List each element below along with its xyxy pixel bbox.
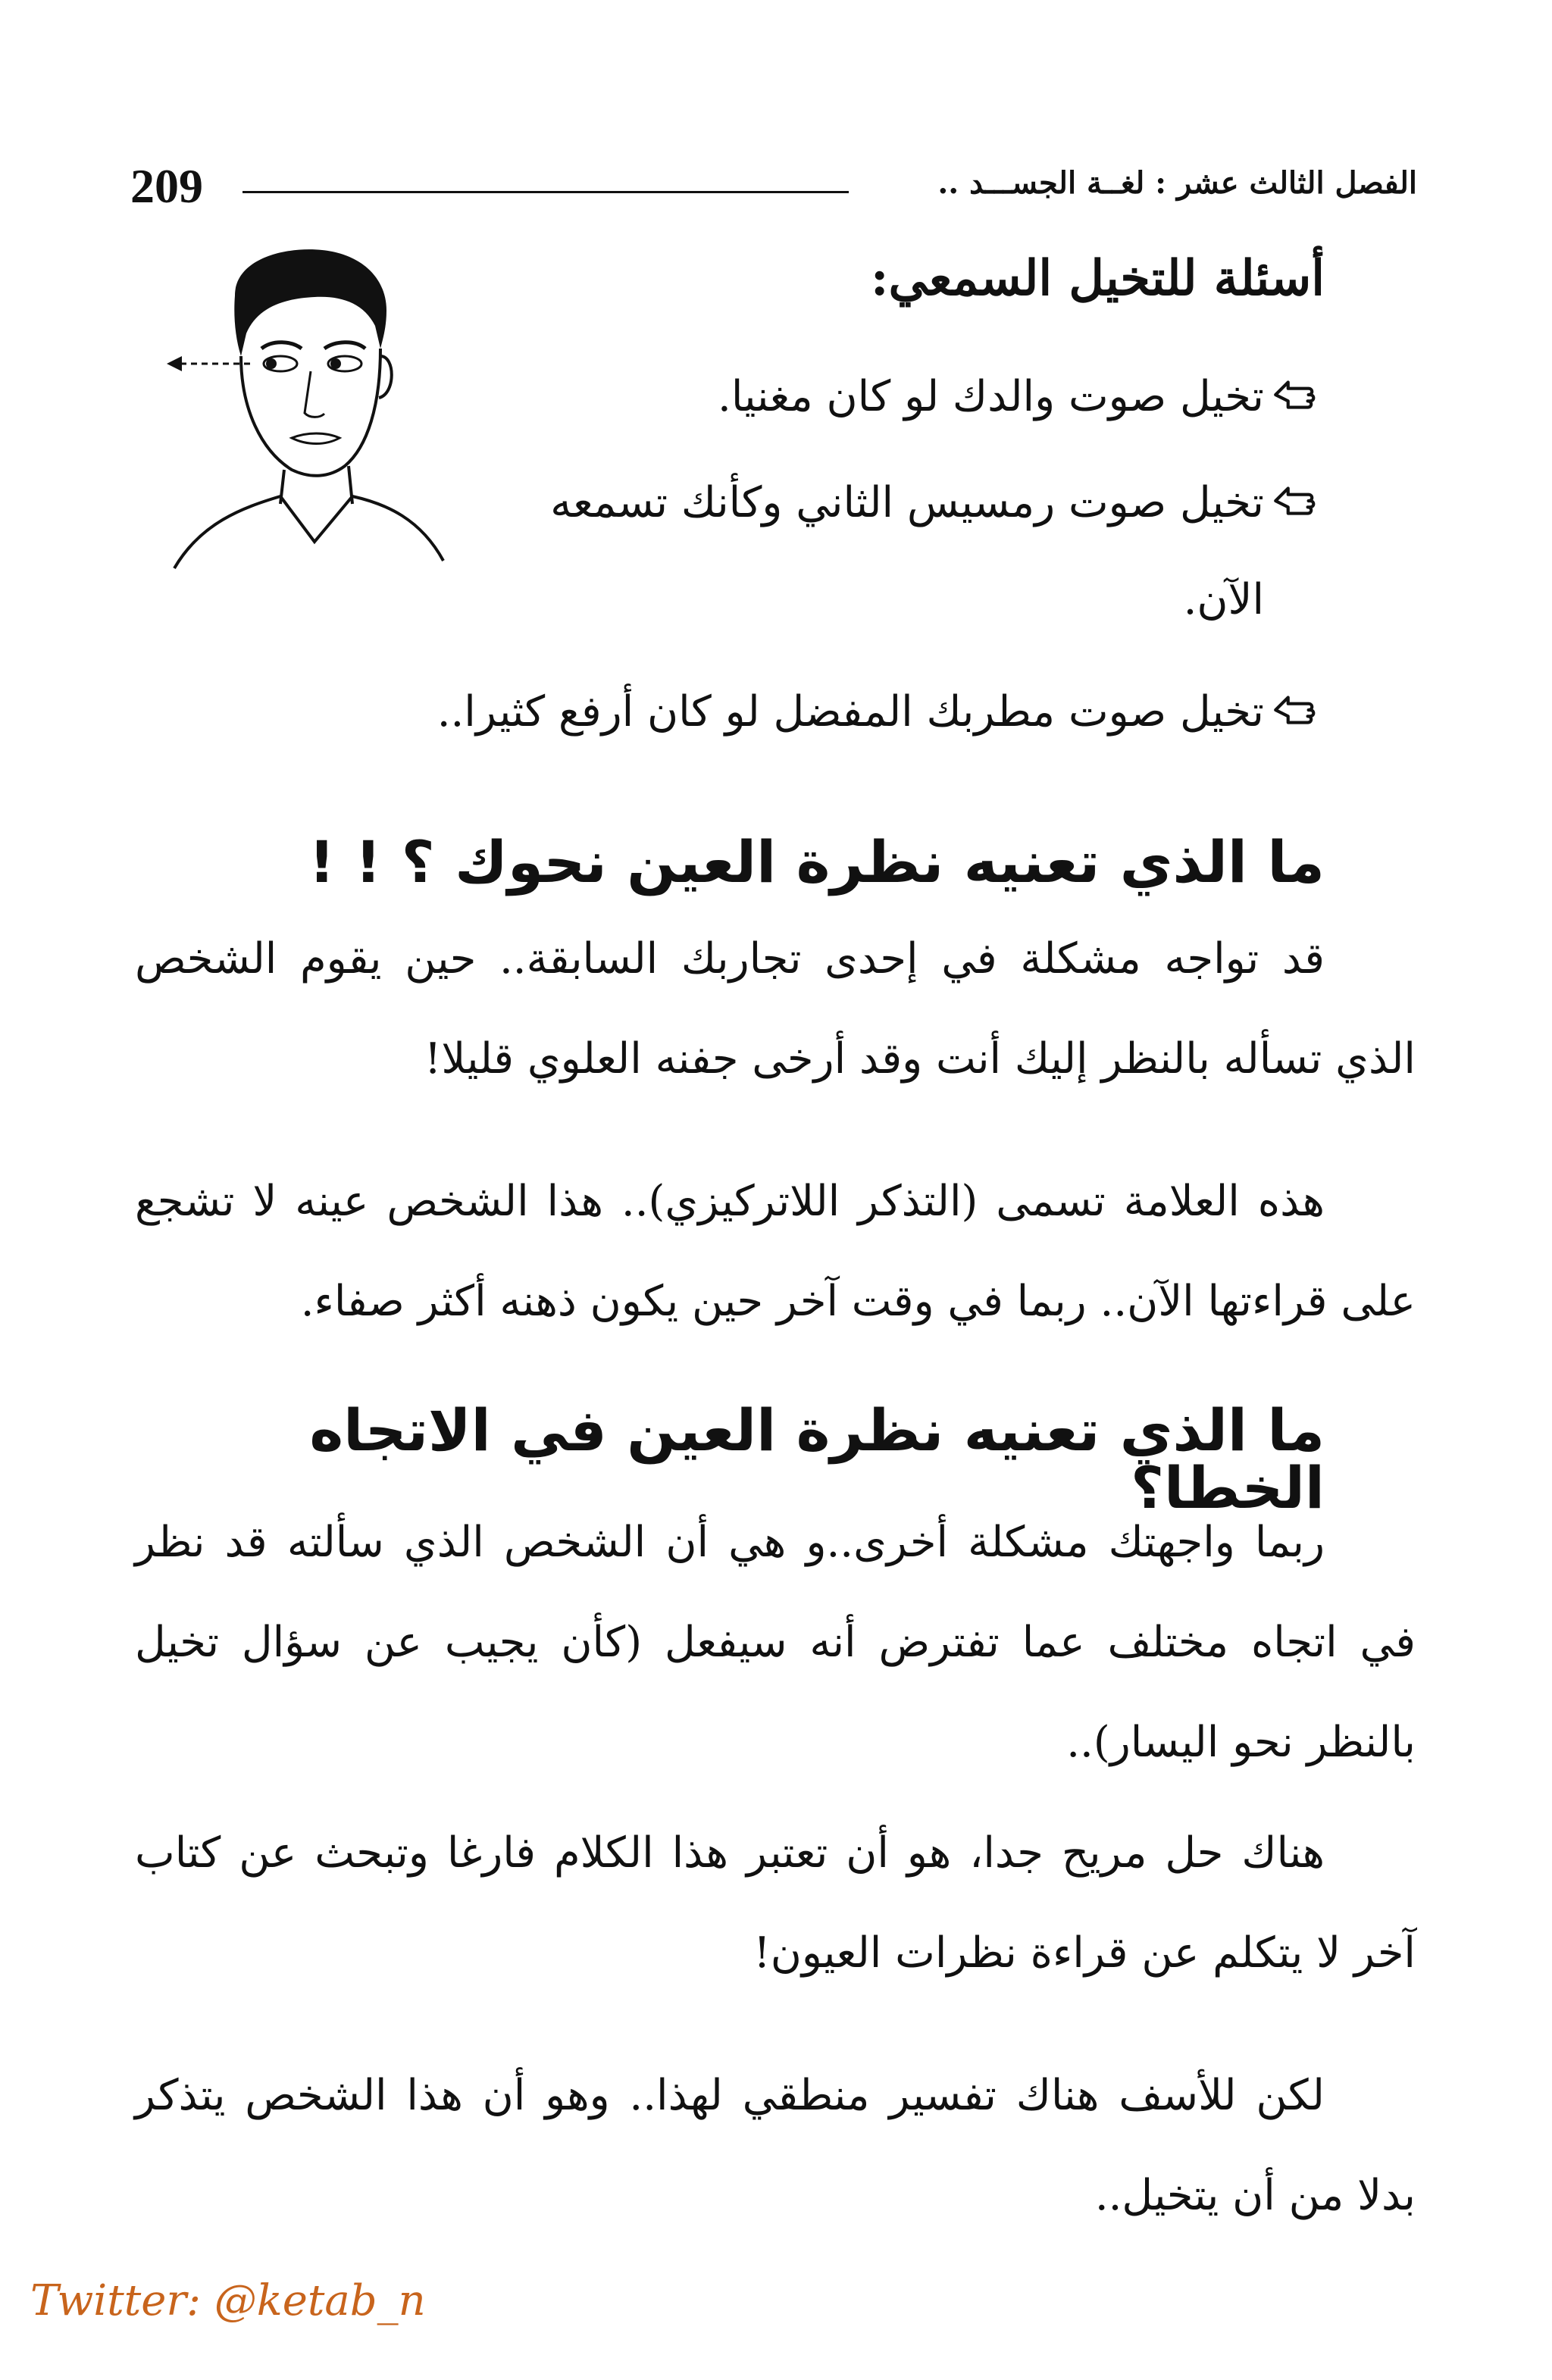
header-rule [242, 191, 849, 193]
list-item-text: تخيل صوت مطربك المفضل لو كان أرفع كثيرا.. [436, 687, 1264, 737]
hand-pointer-icon [1264, 664, 1325, 733]
running-title: الفصل الثالث عشر : لغــة الجســـد .. [937, 165, 1417, 201]
section-heading-wrong-direction: ما الذي تعنيه نظرة العين في الاتجاه الخطا؟ [309, 1396, 1325, 1522]
watermark-twitter-handle: Twitter: @ketab_n [30, 2276, 426, 2325]
paragraph: هذه العلامة تسمى (التذكر اللاتركيزي).. هذا الشخص عينه لا تشجع على قراءتها الآن.. ربما في وقت آخر حين يكون ذهنه أكثر صفاء. [135, 1177, 1416, 1326]
section-heading-gaze-toward-you: ما الذي تعنيه نظرة العين نحوك ؟ ! ! [308, 828, 1325, 896]
list-item [355, 455, 1325, 649]
paragraph: ربما واجهتك مشكلة أخرى..و هي أن الشخص الذي سألته قد نظر في اتجاه مختلف عما تفترض أنه سيفعل (كأن يجيب عن سؤال تخيل بالنظر نحو اليسار).. [135, 1518, 1416, 1767]
paragraph: هناك حل مريح جدا، هو أن تعتبر هذا الكلام فارغا وتبحث عن كتاب آخر لا يتكلم عن قراءة نظرات العيون! [135, 1828, 1416, 1978]
list-item [355, 349, 1325, 446]
list-item [355, 664, 1325, 761]
hand-pointer-icon [1264, 455, 1325, 524]
paragraph: لكن للأسف هناك تفسير منطقي لهذا.. وهو أن هذا الشخص يتذكر بدلا من أن يتخيل.. [135, 2071, 1416, 2220]
hand-pointer-icon [1264, 349, 1325, 418]
list-item-text: تخيل صوت رمسيس الثاني وكأنك تسمعه الآن. [550, 478, 1264, 624]
page-number: 209 [130, 159, 203, 213]
paragraph: قد تواجه مشكلة في إحدى تجاربك السابقة.. حين يقوم الشخص الذي تسأله بالنظر إليك أنت وقد أرخى جفنه العلوي قليلا! [135, 934, 1416, 1084]
auditory-questions-list [355, 349, 1325, 761]
list-item-text: تخيل صوت والدك لو كان مغنيا. [718, 372, 1264, 421]
auditory-questions-title: أسئلة للتخيل السمعي: [870, 250, 1325, 307]
